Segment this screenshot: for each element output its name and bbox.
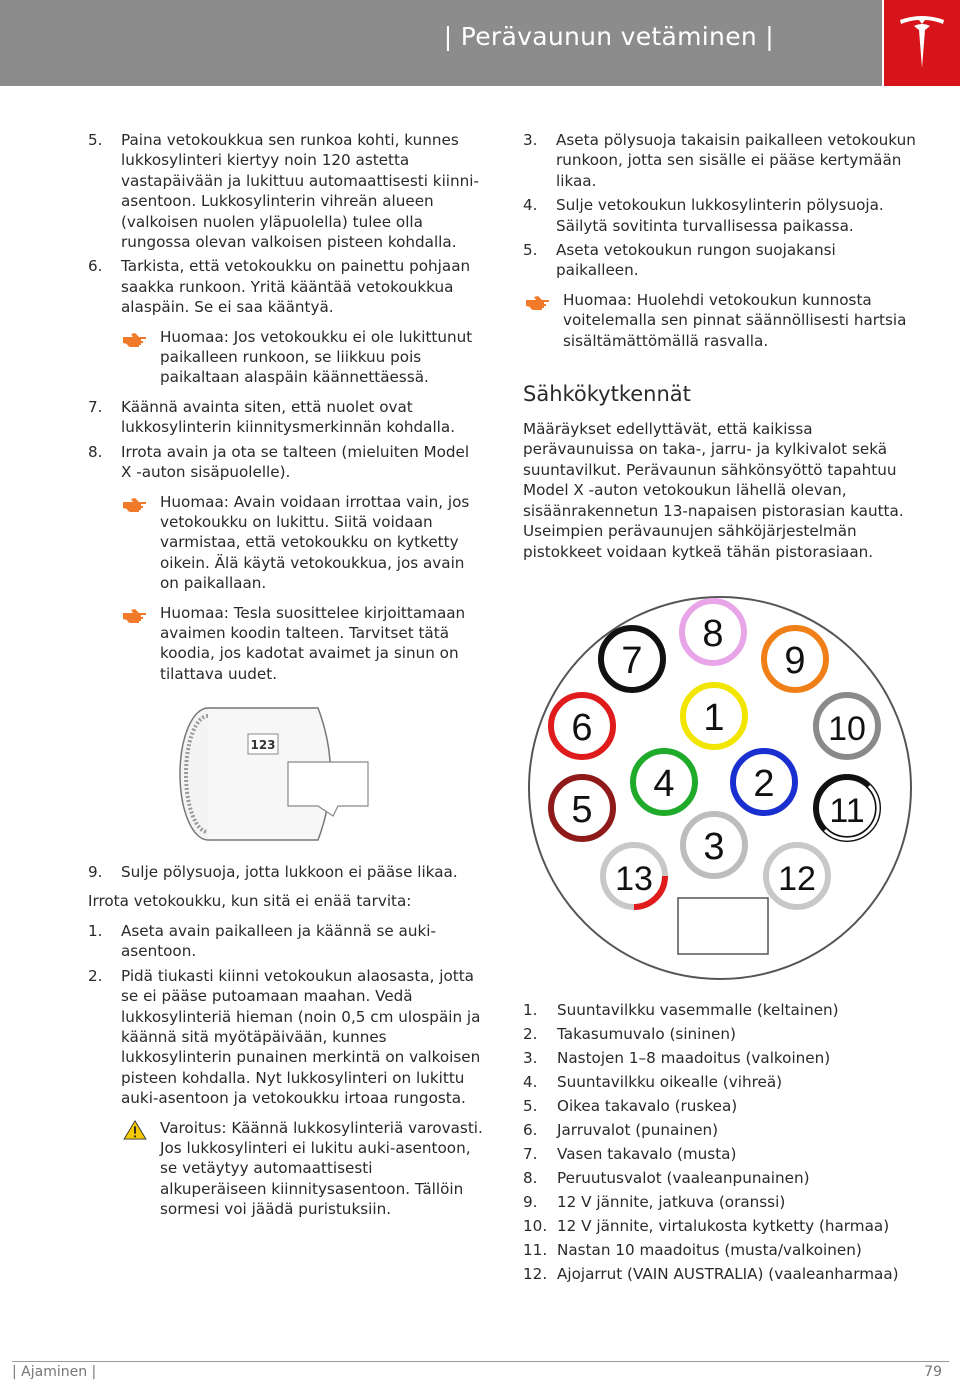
left-column <box>88 130 483 1229</box>
right-column <box>523 130 923 1288</box>
socket-pin-label: 3 <box>703 825 725 868</box>
list-item-text: Pidä tiukasti kiinni vetokoukun alaosasta, jotta se ei pääse putoamaan maahan. Vedä lukkosylinteriä hieman (noin 0,5 cm ulospäin ja käännä sitä myötäpäivään, kunnes lukkosylinterin punainen merkintä on valkoisen pisteen kohdalla. Nyt lukkosylinteri on lukittu auki-asentoon ja vetokoukku irtoaa rungosta. <box>121 966 481 1108</box>
pointing-hand-icon <box>525 292 551 312</box>
warning-text: Varoitus: Käännä lukkosylinteriä varovasti. Jos lukkosylinteri ei lukitu auki-asentoon, se vetäytyy automaattisesti alkuperäiseen kiinnitysasentoon. Tällöin sormesi voi jäädä puristuksiin. <box>160 1118 483 1219</box>
page-title: | Perävaunun vetäminen | <box>443 22 774 51</box>
warning-icon <box>122 1120 148 1140</box>
list-item: 6. Tarkista, että vetokoukku on painettu pohjaan saakka runkoon. Yritä kääntää vetokoukkua alaspäin. Se ei saa kääntyä. <box>88 257 471 317</box>
pin-legend <box>523 1000 923 1284</box>
page-number: 79 <box>924 1364 942 1380</box>
warning <box>88 1118 483 1220</box>
socket-pin-label: 8 <box>702 612 724 655</box>
key-illustration <box>88 698 483 850</box>
socket-pin-8 <box>682 601 744 663</box>
lock-key-illustration <box>168 698 388 850</box>
list-item: 4. Sulje vetokoukun lukkosylinterin pölysuoja. Säilytä sovitinta turvallisessa paikassa. <box>523 196 884 235</box>
list-item: 2. Pidä tiukasti kiinni vetokoukun alaosasta, jotta se ei pääse putoamaan maahan. Vedä lukkosylinteriä hieman (noin 0,5 cm ulospäin ja käännä sitä myötäpäivään, kunnes lukkosylinterin punainen merkintä on valkoisen pisteen kohdalla. Nyt lukkosylinteri on lukittu auki-asentoon ja vetokoukku irtoaa rungosta. <box>88 966 481 1108</box>
list-item-text: Sulje vetokoukun lukkosylinterin pölysuoja. Säilytä sovitinta turvallisessa paikassa. <box>556 196 884 235</box>
list-item-text: Aseta avain paikalleen ja käännä se auki-asentoon. <box>121 921 436 961</box>
note-text: Huomaa: Tesla suosittelee kirjoittamaan avaimen koodin talteen. Tarvitset tätä koodia, jos kadotat avaimet ja sinun on tilattava uudet. <box>160 603 466 683</box>
note <box>88 327 483 388</box>
legend-item: 12. Ajojarrut (VAIN AUSTRALIA) (vaaleanharmaa) <box>523 1264 899 1283</box>
socket-pin-label: 1 <box>703 696 725 739</box>
list-item: 5. Aseta vetokoukun rungon suojakansi paikalleen. <box>523 241 836 280</box>
socket-pin-label: 6 <box>571 706 593 749</box>
section-heading: Sähkökytkennät <box>523 382 691 407</box>
legend-item: 10. 12 V jännite, virtalukosta kytketty (harmaa) <box>523 1216 890 1235</box>
socket-pin-label: 9 <box>784 639 806 682</box>
legend-item: 2. Takasumuvalo (sininen) <box>523 1024 736 1043</box>
pointing-hand-icon <box>122 494 148 514</box>
footer-section-label: | Ajaminen | <box>12 1364 97 1380</box>
list-item-text: Käännä avainta siten, että nuolet ovat lukkosylinterin kiinnitysmerkinnän kohdalla. <box>121 397 456 437</box>
list-item-text: Paina vetokoukkua sen runkoa kohti, kunnes lukkosylinteri kiertyy noin 120 astetta vastapäivään ja lukittuu automaattisesti kiinni-asentoon. Lukkosylinterin vihreän alueen (valkoisen nuolen yläpuolella) tulee olla rungossa olevan valkoisen pisteen kohdalla. <box>121 131 479 252</box>
note <box>88 603 483 685</box>
list-item-text: Tarkista, että vetokoukku on painettu pohjaan saakka runkoon. Yritä kääntää vetokoukkua alaspäin. Se ei saa kääntyä. <box>121 257 471 317</box>
socket-pin-10 <box>816 695 878 757</box>
list-item: 8. Irrota avain ja ota se talteen (mieluiten Model X -auton sisäpuolelle). <box>88 442 470 482</box>
note-text: Huomaa: Jos vetokoukku ei ole lukittunut paikalleen runkoon, se liikkuu pois paikaltaan alaspäin käännettäessä. <box>160 327 473 387</box>
list-item: 5. Paina vetokoukkua sen runkoa kohti, kunnes lukkosylinteri kiertyy noin 120 astetta vastapäivään ja lukittuu automaattisesti kiinni-asentoon. Lukkosylinterin vihreän alueen (valkoisen nuolen yläpuolella) tulee olla rungossa olevan valkoisen pisteen kohdalla. <box>88 131 479 252</box>
list-item: 9. Sulje pölysuoja, jotta lukkoon ei pääse likaa. <box>88 863 458 882</box>
tesla-logo-icon <box>899 14 945 70</box>
legend-item: 7. Vasen takavalo (musta) <box>523 1144 737 1163</box>
socket-pin-label: 12 <box>778 859 816 898</box>
note-text: Huomaa: Avain voidaan irrottaa vain, jos vetokoukku on lukittu. Siitä voidaan varmistaa, että vetokoukku on kytketty oikein. Älä käytä vetokoukkua, jos avain on paikallaan. <box>160 492 470 593</box>
pointing-hand-icon <box>122 605 148 625</box>
note-text: Huomaa: Huolehdi vetokoukun kunnosta voitelemalla sen pinnat säännöllisesti hartsia sisältämättömällä rasvalla. <box>563 290 907 350</box>
socket-pin-3 <box>683 814 745 876</box>
list-item-text: Irrota avain ja ota se talteen (mieluiten Model X -auton sisäpuolelle). <box>121 442 470 482</box>
socket-pin-13 <box>603 845 665 907</box>
socket-diagram <box>523 584 923 992</box>
socket-pin-5 <box>551 777 613 839</box>
legend-item: 6. Jarruvalot (punainen) <box>523 1120 719 1139</box>
socket-pin-12 <box>766 845 828 907</box>
tesla-logo <box>884 0 960 86</box>
note <box>523 290 923 351</box>
list-item-text: Aseta vetokoukun rungon suojakansi paikalleen. <box>556 241 836 280</box>
list-item-text: Aseta pölysuoja takaisin paikalleen vetokoukun runkoon, jotta sen sisälle ei pääse kertymään likaa. <box>556 131 916 190</box>
list-item: 3. Aseta pölysuoja takaisin paikalleen vetokoukun runkoon, jotta sen sisälle ei pääse kertymään likaa. <box>523 131 916 190</box>
socket-pin-label: 5 <box>571 788 593 831</box>
paragraph: Määräykset edellyttävät, että kaikissa perävaunuissa on taka-, jarru- ja kylkivalot sekä suuntavilkut. Perävaunun sähkönsyöttö tapahtuu Model X -auton vetokoukun lähellä olevan, sisäänrakennetun 13-napaisen pistorasian kautta. Useimpien perävaunujen sähköjärjestelmän pistokkeet voidaan kytkeä tähän pistorasiaan. <box>523 420 904 561</box>
list-item-text: Sulje pölysuoja, jotta lukkoon ei pääse likaa. <box>121 863 458 882</box>
socket-pin-label: 10 <box>828 709 866 748</box>
legend-item: 1. Suuntavilkku vasemmalle (keltainen) <box>523 1000 839 1019</box>
socket-pin-4 <box>633 751 695 813</box>
socket-pin-label: 2 <box>753 762 775 805</box>
socket-diagram-svg <box>520 584 920 992</box>
socket-pin-2 <box>733 751 795 813</box>
paragraph: Irrota vetokoukku, kun sitä ei enää tarvita: <box>88 891 412 910</box>
note <box>88 492 483 594</box>
socket-pin-label: 4 <box>653 762 675 805</box>
socket-pin-9 <box>764 628 826 690</box>
list-item: 1. Aseta avain paikalleen ja käännä se auki-asentoon. <box>88 921 436 961</box>
socket-pin-11 <box>816 777 878 839</box>
key-code-label: 123 <box>250 738 276 753</box>
legend-item: 9. 12 V jännite, jatkuva (oranssi) <box>523 1192 786 1211</box>
page-header <box>0 0 882 86</box>
legend-item: 4. Suuntavilkku oikealle (vihreä) <box>523 1072 783 1091</box>
pointing-hand-icon <box>122 329 148 349</box>
legend-item: 8. Peruutusvalot (vaaleanpunainen) <box>523 1168 810 1187</box>
socket-pin-1 <box>683 685 745 747</box>
legend-item: 11. Nastan 10 maadoitus (musta/valkoinen) <box>523 1240 862 1259</box>
footer-divider <box>12 1361 949 1362</box>
list-item: 7. Käännä avainta siten, että nuolet ovat lukkosylinterin kiinnitysmerkinnän kohdalla. <box>88 397 456 437</box>
socket-pin-label: 13 <box>615 859 653 898</box>
socket-pin-label: 7 <box>621 639 643 682</box>
legend-item: 5. Oikea takavalo (ruskea) <box>523 1096 738 1115</box>
socket-pin-6 <box>551 695 613 757</box>
legend-item: 3. Nastojen 1–8 maadoitus (valkoinen) <box>523 1048 831 1067</box>
socket-pin-label: 11 <box>829 791 865 830</box>
socket-pin-7 <box>601 628 663 690</box>
